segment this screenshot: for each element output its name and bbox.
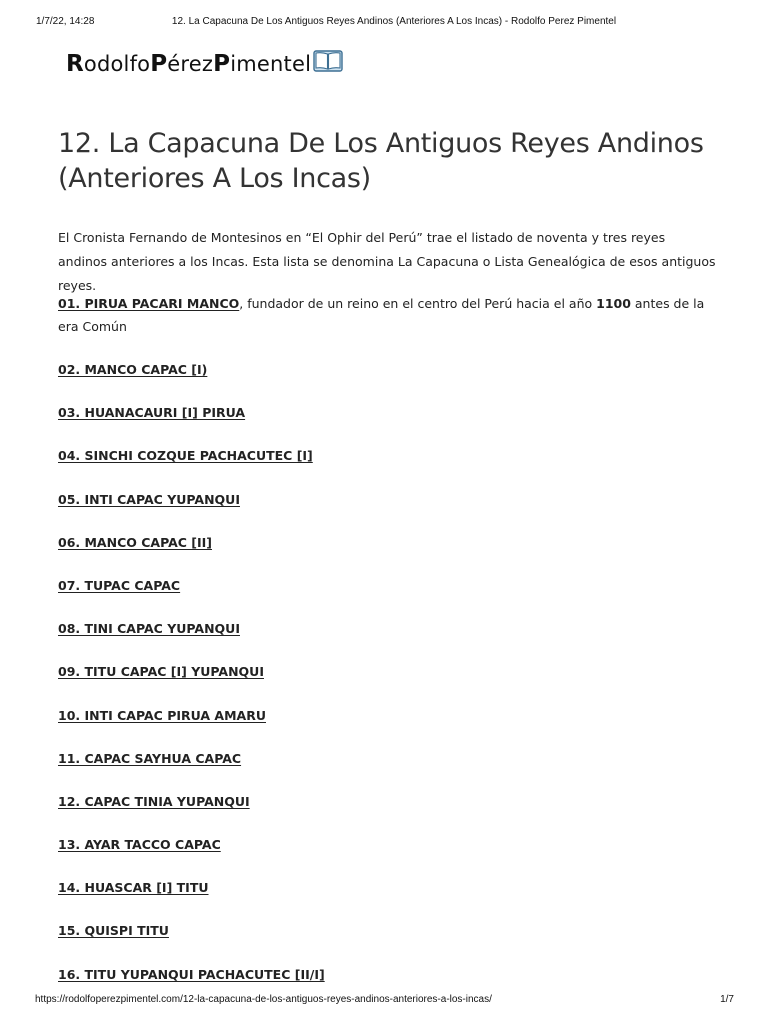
list-item xyxy=(58,444,718,487)
site-logo[interactable] xyxy=(66,50,343,77)
print-url: https://rodolfoperezpimentel.com/12-la-capacuna-de-los-antiguos-reyes-andinos-anteriores-a-los-incas/ xyxy=(35,994,492,1005)
list-item xyxy=(58,747,718,790)
logo-initial: P xyxy=(213,50,231,77)
king-link[interactable]: 08. TINI CAPAC YUPANQUI xyxy=(58,621,240,637)
king-link[interactable]: 04. SINCHI COZQUE PACHACUTEC [I] xyxy=(58,448,313,464)
print-date: 1/7/22, 14:28 xyxy=(36,16,95,27)
list-item xyxy=(58,833,718,876)
list-item xyxy=(58,488,718,531)
list-item xyxy=(58,617,718,660)
open-book-icon xyxy=(313,50,343,77)
king-link[interactable]: 13. AYAR TACCO CAPAC xyxy=(58,837,221,853)
kings-list xyxy=(58,292,718,1006)
king-link[interactable]: 07. TUPAC CAPAC xyxy=(58,577,181,593)
logo-initial: P xyxy=(150,50,168,77)
king-link[interactable]: 11. CAPAC SAYHUA CAPAC xyxy=(58,750,242,766)
print-document-title: 12. La Capacuna De Los Antiguos Reyes Andinos (Anteriores A Los Incas) - Rodolfo Perez Pimentel xyxy=(171,16,617,27)
logo-word: imentel xyxy=(230,51,312,76)
king-description: , fundador de un reino en el centro del Perú hacia el año xyxy=(239,296,597,311)
list-item xyxy=(58,358,718,401)
king-link[interactable]: 06. MANCO CAPAC [II] xyxy=(58,534,213,550)
king-year: 1100 xyxy=(596,296,631,311)
intro-paragraph: El Cronista Fernando de Montesinos en “El Ophir del Perú” trae el listado de noventa y tres reyes andinos anteriores a los Incas. Esta lista se denomina La Capacuna o Lista Genealógica de esos antiguos reyes. xyxy=(58,230,716,293)
article-title: 12. La Capacuna De Los Antiguos Reyes Andinos (Anteriores A Los Incas) xyxy=(58,128,704,194)
king-link[interactable]: 05. INTI CAPAC YUPANQUI xyxy=(58,491,240,507)
list-item xyxy=(58,660,718,703)
king-link[interactable]: 02. MANCO CAPAC [I) xyxy=(58,362,208,377)
list-item xyxy=(58,704,718,747)
king-description-end: antes de la era Común xyxy=(58,296,705,334)
list-item xyxy=(58,574,718,617)
king-link[interactable]: 14. HUASCAR [I] TITU xyxy=(58,880,209,896)
logo-word: odolfo xyxy=(83,51,151,76)
page-number: 1/7 xyxy=(720,994,734,1005)
king-link[interactable]: 16. TITU YUPANQUI PACHACUTEC [II/I] xyxy=(58,966,325,982)
list-item xyxy=(58,876,718,919)
king-link[interactable]: 15. QUISPI TITU xyxy=(58,923,169,939)
king-link[interactable]: 12. CAPAC TINIA YUPANQUI xyxy=(58,793,250,809)
king-link[interactable]: 10. INTI CAPAC PIRUA AMARU xyxy=(58,707,266,723)
logo-initial: R xyxy=(66,50,84,77)
king-link[interactable]: 01. PIRUA PACARI MANCO xyxy=(58,296,240,311)
list-item xyxy=(58,919,718,962)
logo-word: érez xyxy=(167,51,214,76)
list-item xyxy=(58,531,718,574)
list-item xyxy=(58,401,718,444)
king-link[interactable]: 09. TITU CAPAC [I] YUPANQUI xyxy=(58,664,264,680)
list-item xyxy=(58,790,718,833)
king-link[interactable]: 03. HUANACAURI [I] PIRUA xyxy=(58,405,246,421)
list-item xyxy=(58,292,718,358)
